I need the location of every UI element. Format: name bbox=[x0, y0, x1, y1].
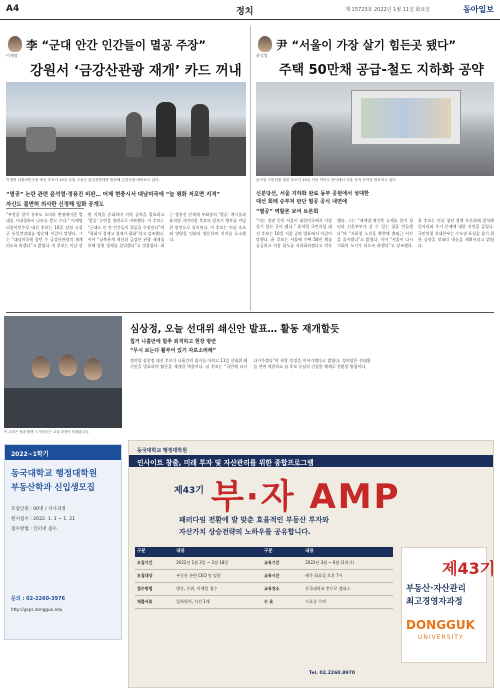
table-row bbox=[135, 583, 393, 596]
right-kicker-2: “멸공” 역할론 보여 토론회 bbox=[256, 209, 319, 215]
university-logo-sub: UNIVERSITY bbox=[418, 634, 464, 641]
table-cell: 매주 화요일 오후 7시 bbox=[305, 573, 343, 578]
candidate-photo-right bbox=[258, 36, 272, 52]
left-kicker-2: 자신도 불면허 의사한 신정해 일화 공개도 bbox=[6, 202, 104, 208]
table-header-cell: 내용 bbox=[176, 549, 185, 554]
left-ad-item: 원서접수 : 2022. 1. 3 ~ 1. 21 bbox=[11, 517, 76, 522]
left-ad-year: 2022~1학기 bbox=[11, 451, 49, 458]
right-headline-2: 주택 50만채 공급-철도 지하화 공약 bbox=[279, 63, 484, 78]
table-row bbox=[135, 596, 393, 609]
left-photo-caption: 이재명 더불어민주당 대선 후보가 10일 강원 고성군 통일전망대를 방문해 금강산을 바라보고 있다. bbox=[6, 178, 160, 182]
left-ad-item: 모집인원 : 00명 / 석사과정 bbox=[11, 507, 66, 512]
left-ad-items bbox=[11, 505, 115, 535]
mid-kicker-2: “무시 보는다 촬부어 있기 자로소려해” bbox=[130, 348, 216, 354]
left-ad-school: 동국대학교 행정대학원 bbox=[11, 469, 98, 479]
bottom-ad-table bbox=[135, 547, 393, 663]
table-cell: 교육기간 bbox=[263, 560, 280, 565]
speaker-label-right: 윤석열 bbox=[256, 53, 268, 58]
table-header-cell: 내용 bbox=[305, 549, 314, 554]
paper-name: 동아일보 bbox=[463, 5, 494, 14]
table-header bbox=[135, 547, 393, 557]
table-row bbox=[135, 557, 393, 570]
left-ad-item: 접수방법 : 인터넷 접수 bbox=[11, 527, 57, 532]
right-panel-title-1: 제43기 bbox=[442, 559, 496, 578]
table-cell: 교육장소 bbox=[263, 586, 280, 591]
table-cell: 교육시간 bbox=[263, 573, 280, 578]
right-body-text: “이는 정권 동안 서울이 대한민국에서 가장 살기 힘든 곳이 됐다.” 윤석열 국민의힘 대선 후보는 10일 서울 공약 발표에서 이같이 말했다. 윤 후보는 서울에 주택 50만 채를 공급하고 지상 철도를 지하화하겠다고 약속했다. 그는 “재개발·재건축 규제를 풀어 청년과 신혼부부가 살 수 있는 집을 만들겠다”며 “지하철 노선을 확충해 출퇴근 시간을 줄이겠다”고 밝혔다. 이어 “서울이 다시 기회의 도시가 되도록 하겠다”고 강조했다. 윤 후보는 이날 청년 정책 토론회에 참석해 일자리와 주거 문제에 대한 의견을 들었다. 국민의힘 선대본부는 수도권 표심을 잡기 위한 공약을 잇따라 내놓을 계획이라고 밝혔다. bbox=[256, 218, 494, 249]
bottom-ad-brand-prefix: 제43기 bbox=[174, 486, 204, 496]
table-cell: 제출서류 bbox=[137, 599, 153, 604]
issue-line: 제 15723호 2022년 1월 11일 화요일 bbox=[345, 7, 430, 13]
right-panel-title-3: 최고경영자과정 bbox=[406, 596, 463, 606]
section-divider bbox=[6, 312, 494, 313]
table-cell: 수 료 bbox=[263, 599, 274, 604]
page-number: A4 bbox=[6, 4, 20, 14]
left-news-photo bbox=[6, 82, 246, 176]
column-divider bbox=[250, 26, 251, 311]
table-header-cell: 구분 bbox=[137, 549, 146, 554]
speaker-label-left: 이재명 bbox=[6, 53, 18, 58]
left-kicker-1: “멸공” 논란 관련 윤석열·정용진 비판… 어제 현충시서 대남미곡에 “늘 평화 저로면 지적” bbox=[6, 192, 221, 198]
bottom-ad-ribbon: 동국대학교 행정대학원 bbox=[137, 448, 188, 454]
bottom-ad-footer[interactable]: Tel. 02.2260.8970 bbox=[309, 671, 356, 676]
left-ad-box bbox=[4, 444, 122, 640]
table-cell: 동국대학교 충무로 캠퍼스 bbox=[305, 586, 351, 591]
table-cell: 수료증 수여 bbox=[305, 599, 326, 604]
university-logo: DONGGUK bbox=[406, 618, 475, 632]
section-name: 정치 bbox=[236, 7, 254, 17]
left-ad-contact[interactable]: 문의 : 02-2260-3976 bbox=[11, 596, 66, 602]
table-cell: 모집기간 bbox=[137, 560, 153, 565]
bottom-ad-right-panel bbox=[401, 547, 496, 663]
right-photo-caption: 윤석열 국민의힘 대선 후보가 10일 서울 여의도 당사에서 서울 지역 공약을 발표하고 있다. bbox=[256, 178, 397, 182]
candidate-photo-left bbox=[8, 36, 22, 52]
left-kicker-rule bbox=[6, 208, 84, 209]
bottom-ad-tagline: 인사이트 창출, 미래 투자 및 자산관리를 위한 종합프로그램 bbox=[137, 459, 314, 467]
mid-kicker-1: 칩거 나흘만에 함추 퇴직하고 현장 방면 bbox=[130, 339, 216, 345]
table-header-cell: 구분 bbox=[263, 549, 273, 554]
left-small-photo bbox=[4, 316, 122, 428]
right-news-photo bbox=[256, 82, 494, 176]
table-cell: 2022년 1월 3일 ~ 2월 18일 bbox=[176, 560, 229, 565]
right-panel-title-2: 부동산·자산관리 bbox=[406, 583, 466, 593]
left-ad-program: 부동산학과 신입생모집 bbox=[11, 482, 95, 492]
left-headline-2: 강원서 ‘금강산관광 재개’ 카드 꺼내 bbox=[30, 63, 242, 79]
masthead bbox=[0, 0, 500, 20]
table-cell: 모집대상 bbox=[137, 573, 153, 578]
bottom-ad-brand: 부·자 AMP bbox=[211, 477, 401, 517]
table-cell: 입학원서, 사진 1매 bbox=[176, 599, 210, 604]
left-ad-note: 이 교육은 성과 발생 시 이어지는 교육 과정이 포함됩니다. bbox=[4, 430, 90, 434]
left-body-text: “부잣을 잘이 통치도 오의라 왼정에이한 멸대를 시대경하이 나라를 쌓고 수다.” 이재명 더불어민주당 대선 후보는 10일 강원 고성군 통일전망대를 방문해 이같이 말했다. 그는 “대남미곡에 참던 수 금강산관광의 재개 되도록 하겠다”고 밝혔다. 이 후보는 이날 강원 지역을 순회하며 지역 공약을 발표하고 ‘멸공’ 논란을 정면으로 비판했다. 이 후보는 “군대도 안 간 인간들이 멸공을 주장한다”며 “평화가 경제고 경제가 평화”라고 강조했다. 이어 “남북관계 개선과 금강산 관광 재개를 통해 강원 경제를 살리겠다”고 덧붙였다. 최근 정용진 신세계 부회장의 ‘멸공’ 게시물과 윤석열 국민의힘 후보의 장보기 행보를 겨냥한 발언으로 풀이된다. 이 후보는 이날 속초와 양양을 잇따라 방문하며 지지를 호소했다. bbox=[6, 212, 246, 249]
table-cell: 접수방법 bbox=[137, 586, 153, 591]
bottom-ad-sub-1: 패러다임 전환에 발 맞춘 효율적인 부동산 투자와 bbox=[179, 516, 329, 524]
mid-body-text: 정의당 심상정 대선 후보가 나흘간의 칩거를 마치고 11일 선대위 쇄신안을 발표하며 활동을 재개할 예정이다. 심 후보는 “국민께 다시 다가가겠다”며 현장 일정을 이어가겠다고 밝혔다. 정의당은 선대위를 전면 개편하고 심 후보 중심의 간결한 체제로 전환할 방침이다. bbox=[130, 358, 371, 370]
left-ad-url[interactable]: http://gsps.dongguk.edu bbox=[11, 607, 63, 612]
left-headline-1: 李 “군대 안간 인간들이 멸공 주장” bbox=[26, 38, 206, 52]
bottom-ad bbox=[128, 440, 494, 688]
mid-headline: 심상정, 오늘 선대위 쇄신안 발표… 활동 재개할듯 bbox=[130, 324, 340, 335]
bottom-ad-sub-2: 자산가치 상승전략의 노하우를 공유합니다. bbox=[179, 528, 311, 536]
right-kicker-1: 신분당선, 서울 지하화 완료 동부 공원에서 성대한 대선 회레 승부처 판단 멀공 공식 내면에 bbox=[256, 191, 370, 205]
table-row bbox=[135, 570, 393, 583]
right-headline-1: 尹 “서울이 가장 살기 힘든곳 됐다” bbox=[276, 38, 456, 52]
table-cell: 방문, 우편, 이메일 접수 bbox=[176, 586, 218, 591]
table-cell: 2022년 3월 ~ 6월 (1학기) bbox=[305, 560, 354, 565]
table-cell: 부동산 관련 CEO 및 임원 bbox=[176, 573, 221, 578]
